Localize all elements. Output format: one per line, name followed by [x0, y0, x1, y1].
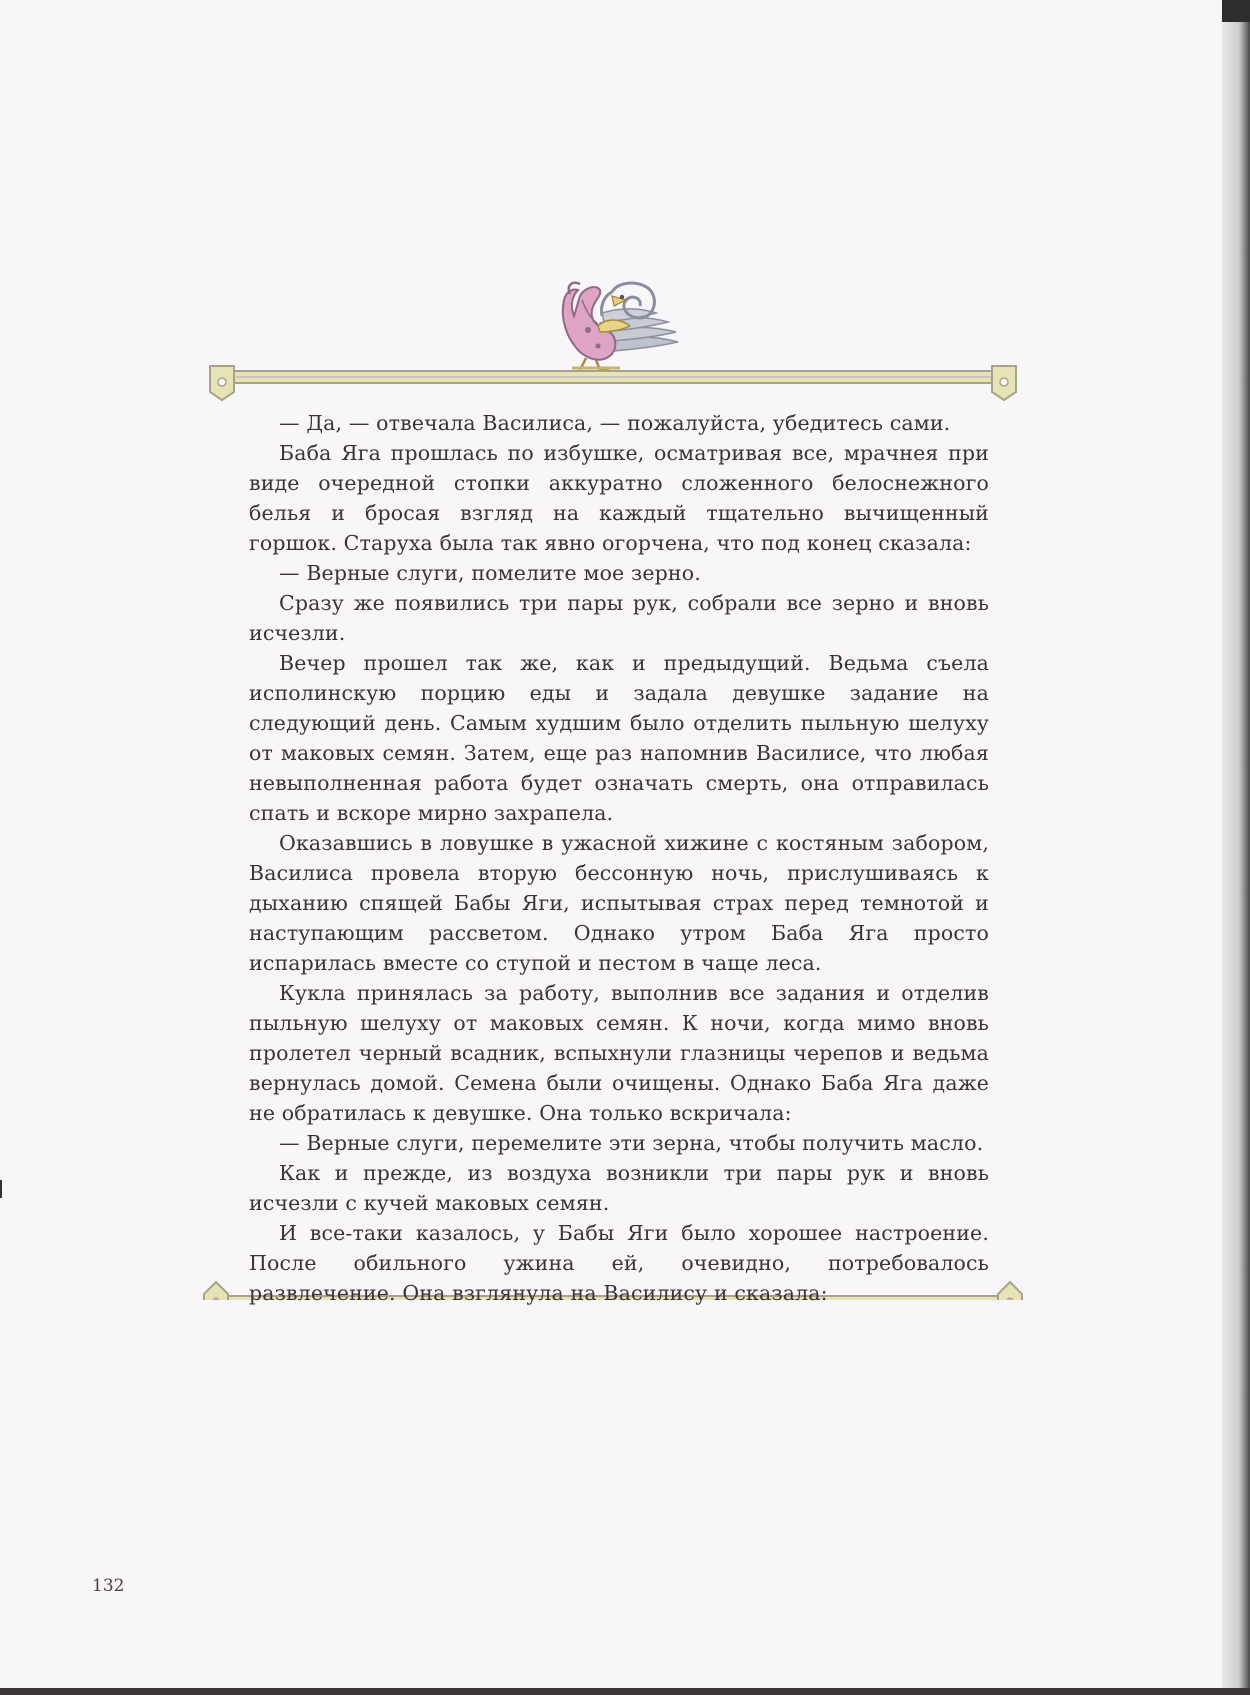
- scan-corner: [1222, 0, 1250, 22]
- paragraph: Оказавшись в ловушке в ужасной хижине с костяным забором, Василиса провела вторую бессонную ночь, прислушиваясь к дыханию спящей Бабы Яги, испытывая страх перед темнотой и наступающим рассветом. Однако утром Баба Яга просто испарилась вместе со ступой и пестом в чаще леса.: [249, 831, 989, 975]
- book-gutter-shadow: [1222, 0, 1250, 1695]
- bird-ornament-icon: [563, 283, 678, 370]
- paragraph: — Да, — отвечала Василиса, — пожалуйста, убедитесь сами.: [279, 411, 951, 435]
- paragraph: Сразу же появились три пары рук, собрали все зерно и вновь исчезли.: [249, 591, 989, 645]
- paragraph: Кукла принялась за работу, выполнив все задания и отделив пыльную шелуху от маковых семян. К ночи, когда мимо вновь пролетел черный всадник, вспыхнули глазницы черепов и ведьма вернулась домой. Семена были очищены. Однако Баба Яга даже не обратилась к девушке. Она только вскричала:: [249, 981, 989, 1125]
- paragraph: — Верные слуги, перемелите эти зерна, чтобы получить масло.: [279, 1131, 984, 1155]
- corner-tab-icon: [998, 1282, 1022, 1300]
- paragraph: — Верные слуги, помелите мое зерно.: [279, 561, 701, 585]
- page-number: 132: [92, 1576, 125, 1596]
- paragraph: Баба Яга прошлась по избушке, осматривая все, мрачнея при виде очередной стопки аккуратно сложенного белоснежного белья и бросая взгляд на каждый тщательно вычищенный горшок. Старуха была так явно огорчена, что под конец сказала:: [249, 441, 989, 555]
- scan-edge-mark: [0, 1180, 2, 1198]
- top-ornamental-bar: [210, 366, 1016, 400]
- story-text: [249, 408, 989, 1308]
- paragraph: Как и прежде, из воздуха возникли три пары рук и вновь исчезли с кучей маковых семян.: [249, 1161, 989, 1215]
- paragraph: Вечер прошел так же, как и предыдущий. Ведьма съела исполинскую порцию еды и задала девушке задание на следующий день. Самым худшим было отделить пыльную шелуху от маковых семян. Затем, еще раз напомнив Василисе, что любая невыполненная работа будет означать смерть, она отправилась спать и вскоре мирно захрапела.: [249, 651, 989, 825]
- scan-bottom-edge: [0, 1688, 1250, 1695]
- paragraph: И все-таки казалось, у Бабы Яги было хорошее настроение. После обильного ужина ей, очевидно, потребовалось развлечение. Она взглянула на Василису и сказала:: [249, 1221, 989, 1305]
- corner-tab-icon: [204, 1282, 228, 1300]
